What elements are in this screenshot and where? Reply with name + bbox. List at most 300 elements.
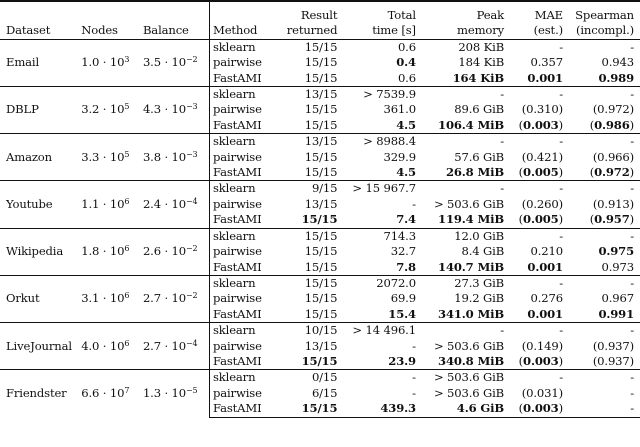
cell-value: (0.972) [592, 102, 634, 117]
dataset-name: LiveJournal [0, 323, 78, 370]
cell-memory [419, 39, 507, 55]
cell-time [340, 386, 419, 401]
mantissa: 2.4 [142, 196, 161, 211]
mantissa: 4.0 [81, 338, 100, 353]
cell-value: - [412, 385, 416, 400]
cell-result [278, 102, 341, 117]
cell-value: pairwise [212, 385, 262, 400]
times-ten: · 10 [99, 386, 125, 400]
cell-value: 26.8 MiB [445, 165, 505, 180]
cell-value: (0.972) [589, 165, 634, 180]
cell-value: - [559, 39, 563, 54]
cell-value: (0.310) [521, 102, 563, 117]
cell-value: 27.3 GiB [454, 275, 505, 290]
cell-value: 106.4 MiB [438, 117, 505, 132]
cell-method [209, 118, 277, 134]
cell-value: 0.4 [396, 55, 416, 70]
times-ten: · 10 [160, 338, 186, 353]
dataset-name: Amazon [0, 134, 78, 181]
cell-value: 0.991 [598, 306, 634, 321]
cell-mae [507, 339, 566, 354]
cell-value: - [630, 134, 634, 149]
cell-time [340, 181, 419, 197]
cell-value: (0.003) [518, 353, 563, 368]
dataset-nodes [78, 370, 140, 417]
dataset-group [0, 39, 640, 86]
cell-value: 184 KiB [458, 55, 505, 70]
cell-value: 15/15 [304, 275, 338, 290]
cell-method [209, 181, 277, 197]
exponent: −5 [186, 386, 198, 395]
cell-method [209, 150, 277, 165]
dataset-name: Wikipedia [0, 228, 78, 275]
cell-value: FastAMI [212, 212, 262, 227]
cell-value: 23.9 [388, 353, 416, 368]
cell-mae [507, 212, 566, 228]
cell-value: (0.937) [592, 338, 634, 353]
cell-value: 0.967 [601, 291, 634, 306]
cell-value: FastAMI [212, 353, 262, 368]
cell-memory [419, 307, 507, 323]
cell-value: 0.001 [527, 259, 563, 274]
cell-time [340, 134, 419, 150]
cell-value: - [559, 134, 563, 149]
times-ten: · 10 [160, 386, 186, 400]
dataset-group [0, 323, 640, 370]
cell-method [209, 228, 277, 244]
cell-value: 164 KiB [452, 70, 505, 85]
table-row [0, 39, 640, 55]
cell-value: FastAMI [212, 259, 262, 274]
cell-value: 0.276 [530, 291, 563, 306]
dataset-balance [140, 134, 210, 181]
cell-value: (0.260) [521, 196, 563, 211]
cell-memory [419, 71, 507, 87]
cell-mae [507, 275, 566, 291]
table-row [0, 370, 640, 386]
cell-value: - [630, 323, 634, 338]
cell-value: 4.5 [396, 165, 416, 180]
cell-value: (0.986) [589, 117, 634, 132]
cell-value: - [630, 39, 634, 54]
cell-value: 15/15 [304, 228, 338, 243]
cell-mae [507, 118, 566, 134]
cell-value: - [630, 181, 634, 196]
cell-spearman [566, 39, 640, 55]
mantissa: 3.3 [81, 149, 100, 164]
cell-mae [507, 323, 566, 339]
cell-time [340, 260, 419, 276]
exponent: −4 [186, 338, 198, 348]
cell-mae [507, 134, 566, 150]
cell-time [340, 244, 419, 259]
cell-value: (0.149) [521, 338, 563, 353]
cell-value: > 503.6 GiB [433, 196, 505, 211]
cell-method [209, 71, 277, 87]
cell-spearman [566, 197, 640, 212]
cell-method [209, 370, 277, 386]
cell-value: 340.8 MiB [438, 353, 505, 368]
cell-spearman [566, 228, 640, 244]
times-ten: · 10 [99, 291, 125, 306]
table-row [0, 228, 640, 244]
table-row [0, 323, 640, 339]
cell-time [340, 275, 419, 291]
mantissa: 1.1 [81, 196, 100, 211]
header-nodes: Nodes [78, 2, 140, 40]
mantissa: 6.6 [81, 386, 100, 400]
cell-mae [507, 39, 566, 55]
cell-value: (0.005) [518, 165, 563, 180]
cell-value: - [500, 134, 505, 149]
cell-method [209, 102, 277, 117]
cell-result [278, 307, 341, 323]
dataset-nodes [78, 39, 140, 86]
cell-memory [419, 260, 507, 276]
cell-time [340, 87, 419, 103]
cell-value: FastAMI [212, 117, 262, 132]
times-ten: · 10 [160, 244, 186, 259]
cell-value: 13/15 [304, 87, 338, 102]
cell-value: - [500, 87, 505, 102]
mantissa: 1.0 [81, 55, 100, 70]
cell-value: 6/15 [311, 385, 338, 400]
cell-value: 15/15 [304, 244, 338, 259]
cell-value: (0.957) [589, 212, 634, 227]
dataset-group [0, 370, 640, 417]
mantissa: 4.3 [142, 102, 161, 117]
cell-memory [419, 323, 507, 339]
cell-mae [507, 228, 566, 244]
cell-value: - [412, 196, 416, 211]
exponent: −3 [186, 102, 198, 112]
cell-memory [419, 354, 507, 370]
table-header [0, 1, 640, 40]
cell-value: FastAMI [212, 306, 262, 321]
cell-value: sklearn [212, 181, 256, 196]
cell-method [209, 275, 277, 291]
cell-value: > 503.6 GiB [433, 338, 505, 353]
cell-value: 9/15 [311, 181, 338, 196]
cell-method [209, 87, 277, 103]
cell-value: > 15 967.7 [352, 181, 416, 196]
cell-value: - [630, 401, 634, 416]
cell-spearman [566, 87, 640, 103]
cell-mae [507, 260, 566, 276]
cell-value: sklearn [212, 39, 256, 54]
cell-result [278, 39, 341, 55]
cell-time [340, 39, 419, 55]
cell-result [278, 339, 341, 354]
cell-value: 57.6 GiB [454, 149, 505, 164]
cell-result [278, 150, 341, 165]
cell-value: - [412, 338, 416, 353]
exponent: 7 [124, 386, 130, 395]
cell-mae [507, 181, 566, 197]
cell-method [209, 354, 277, 370]
cell-value: 15/15 [304, 70, 338, 85]
cell-value: (0.005) [518, 212, 563, 227]
cell-memory [419, 370, 507, 386]
cell-value: sklearn [212, 370, 256, 385]
cell-spearman [566, 181, 640, 197]
cell-value: - [412, 370, 416, 385]
dataset-name: Youtube [0, 181, 78, 228]
mantissa: 2.6 [142, 244, 161, 259]
dataset-balance [140, 87, 210, 134]
cell-memory [419, 87, 507, 103]
cell-value: 10/15 [304, 323, 338, 338]
cell-spearman [566, 386, 640, 401]
cell-value: 15/15 [304, 55, 338, 70]
exponent: 3 [124, 55, 130, 65]
cell-value: (0.421) [521, 149, 563, 164]
cell-value: 13/15 [304, 338, 338, 353]
cell-value: (0.937) [592, 353, 634, 368]
header-balance: Balance [140, 2, 210, 40]
cell-spearman [566, 150, 640, 165]
cell-value: - [559, 181, 563, 196]
dataset-name: DBLP [0, 87, 78, 134]
cell-spearman [566, 102, 640, 117]
dataset-balance [140, 323, 210, 370]
dataset-group [0, 181, 640, 228]
cell-spearman [566, 307, 640, 323]
times-ten: · 10 [99, 149, 125, 164]
cell-value: > 7539.9 [363, 87, 416, 102]
header-memory: Peak memory [419, 2, 507, 40]
cell-result [278, 212, 341, 228]
exponent: 5 [124, 102, 130, 112]
dataset-name: Orkut [0, 275, 78, 322]
cell-spearman [566, 370, 640, 386]
cell-value: 361.0 [383, 102, 416, 117]
cell-memory [419, 102, 507, 117]
mantissa: 2.7 [142, 291, 161, 306]
cell-value: - [559, 275, 563, 290]
cell-value: - [559, 87, 563, 102]
table-row [0, 87, 640, 103]
cell-value: (0.003) [518, 117, 563, 132]
cell-value: sklearn [212, 275, 256, 290]
times-ten: · 10 [99, 338, 125, 353]
cell-spearman [566, 354, 640, 370]
cell-value: 208 KiB [458, 39, 505, 54]
cell-value: 12.0 GiB [454, 228, 505, 243]
cell-value: FastAMI [212, 70, 262, 85]
cell-value: > 8988.4 [363, 134, 416, 149]
cell-value: pairwise [212, 55, 262, 70]
cell-result [278, 386, 341, 401]
table-row [0, 134, 640, 150]
cell-value: 2072.0 [376, 275, 416, 290]
cell-value: 15/15 [301, 353, 338, 368]
cell-value: 15/15 [304, 117, 338, 132]
times-ten: · 10 [99, 55, 125, 70]
cell-value: 0.001 [527, 70, 563, 85]
cell-mae [507, 401, 566, 417]
mantissa: 3.1 [81, 291, 100, 306]
cell-value: 0.989 [598, 70, 634, 85]
cell-value: 15/15 [304, 149, 338, 164]
cell-value: 15/15 [301, 212, 338, 227]
cell-mae [507, 370, 566, 386]
cell-mae [507, 197, 566, 212]
cell-time [340, 291, 419, 306]
cell-value: 7.4 [396, 212, 416, 227]
cell-result [278, 401, 341, 417]
cell-value: sklearn [212, 87, 256, 102]
cell-value: > 14 496.1 [352, 323, 416, 338]
times-ten: · 10 [160, 291, 186, 306]
cell-time [340, 354, 419, 370]
cell-result [278, 228, 341, 244]
cell-value: sklearn [212, 323, 256, 338]
cell-value: 15/15 [304, 39, 338, 54]
cell-mae [507, 87, 566, 103]
exponent: 6 [124, 291, 130, 301]
cell-value: 0.975 [598, 244, 634, 259]
dataset-balance [140, 39, 210, 86]
table-row [0, 181, 640, 197]
cell-spearman [566, 323, 640, 339]
cell-memory [419, 197, 507, 212]
header-spearman: Spearman (incompl.) [566, 2, 640, 40]
cell-memory [419, 386, 507, 401]
table-row [0, 275, 640, 291]
cell-value: 439.3 [380, 401, 416, 416]
cell-value: 13/15 [304, 196, 338, 211]
cell-value: pairwise [212, 196, 262, 211]
cell-value: pairwise [212, 244, 262, 259]
cell-result [278, 354, 341, 370]
cell-spearman [566, 291, 640, 306]
cell-value: - [500, 181, 505, 196]
cell-value: 714.3 [383, 228, 416, 243]
cell-mae [507, 354, 566, 370]
exponent: 5 [124, 149, 130, 159]
exponent: −3 [186, 149, 198, 159]
cell-value: 0.6 [397, 70, 416, 85]
cell-value: 0.210 [530, 244, 563, 259]
cell-result [278, 118, 341, 134]
cell-value: 19.2 GiB [454, 291, 505, 306]
cell-value: FastAMI [212, 401, 262, 416]
cell-result [278, 370, 341, 386]
cell-result [278, 323, 341, 339]
dataset-nodes [78, 228, 140, 275]
cell-value: 140.7 MiB [438, 259, 505, 274]
cell-time [340, 370, 419, 386]
cell-result [278, 181, 341, 197]
cell-value: (0.003) [518, 401, 563, 416]
cell-value: 341.0 MiB [438, 306, 505, 321]
header-dataset: Dataset [0, 2, 78, 40]
cell-time [340, 55, 419, 70]
cell-value: - [500, 323, 505, 338]
cell-result [278, 165, 341, 181]
exponent: 6 [124, 338, 130, 348]
cell-mae [507, 150, 566, 165]
cell-result [278, 291, 341, 306]
cell-value: 0/15 [311, 370, 338, 385]
cell-time [340, 197, 419, 212]
cell-value: 15.4 [388, 306, 416, 321]
cell-time [340, 212, 419, 228]
exponent: −2 [186, 291, 198, 301]
cell-spearman [566, 118, 640, 134]
dataset-group [0, 275, 640, 322]
cell-method [209, 55, 277, 70]
cell-result [278, 244, 341, 259]
cell-memory [419, 150, 507, 165]
cell-time [340, 118, 419, 134]
cell-method [209, 260, 277, 276]
cell-memory [419, 275, 507, 291]
exponent: 6 [124, 244, 130, 254]
cell-value: - [630, 87, 634, 102]
cell-value: - [559, 228, 563, 243]
times-ten: · 10 [160, 102, 186, 117]
dataset-group [0, 87, 640, 134]
cell-time [340, 339, 419, 354]
cell-mae [507, 307, 566, 323]
cell-spearman [566, 339, 640, 354]
cell-value: (0.913) [592, 196, 634, 211]
dataset-balance [140, 370, 210, 417]
cell-result [278, 260, 341, 276]
exponent: −2 [186, 55, 198, 65]
cell-memory [419, 244, 507, 259]
cell-mae [507, 55, 566, 70]
cell-result [278, 71, 341, 87]
cell-value: - [630, 370, 634, 385]
times-ten: · 10 [160, 149, 186, 164]
cell-memory [419, 401, 507, 417]
cell-spearman [566, 260, 640, 276]
cell-spearman [566, 55, 640, 70]
cell-spearman [566, 275, 640, 291]
cell-value: 15/15 [301, 401, 338, 416]
dataset-nodes [78, 275, 140, 322]
cell-time [340, 150, 419, 165]
cell-value: pairwise [212, 102, 262, 117]
cell-value: 329.9 [383, 149, 416, 164]
cell-value: 15/15 [304, 165, 338, 180]
mantissa: 3.8 [142, 149, 161, 164]
dataset-nodes [78, 323, 140, 370]
cell-spearman [566, 212, 640, 228]
cell-memory [419, 165, 507, 181]
dataset-nodes [78, 134, 140, 181]
times-ten: · 10 [99, 102, 125, 117]
cell-value: 0.6 [397, 39, 416, 54]
cell-value: 7.8 [396, 259, 416, 274]
cell-value: 0.943 [601, 55, 634, 70]
cell-method [209, 165, 277, 181]
cell-value: 0.357 [530, 55, 563, 70]
cell-value: 119.4 MiB [438, 212, 505, 227]
cell-time [340, 102, 419, 117]
dataset-group [0, 228, 640, 275]
mantissa: 3.5 [142, 55, 161, 70]
cell-value: 0.973 [601, 259, 634, 274]
cell-memory [419, 228, 507, 244]
cell-method [209, 386, 277, 401]
header-time: Total time [s] [340, 2, 419, 40]
cell-value: pairwise [212, 149, 262, 164]
cell-value: 15/15 [304, 291, 338, 306]
